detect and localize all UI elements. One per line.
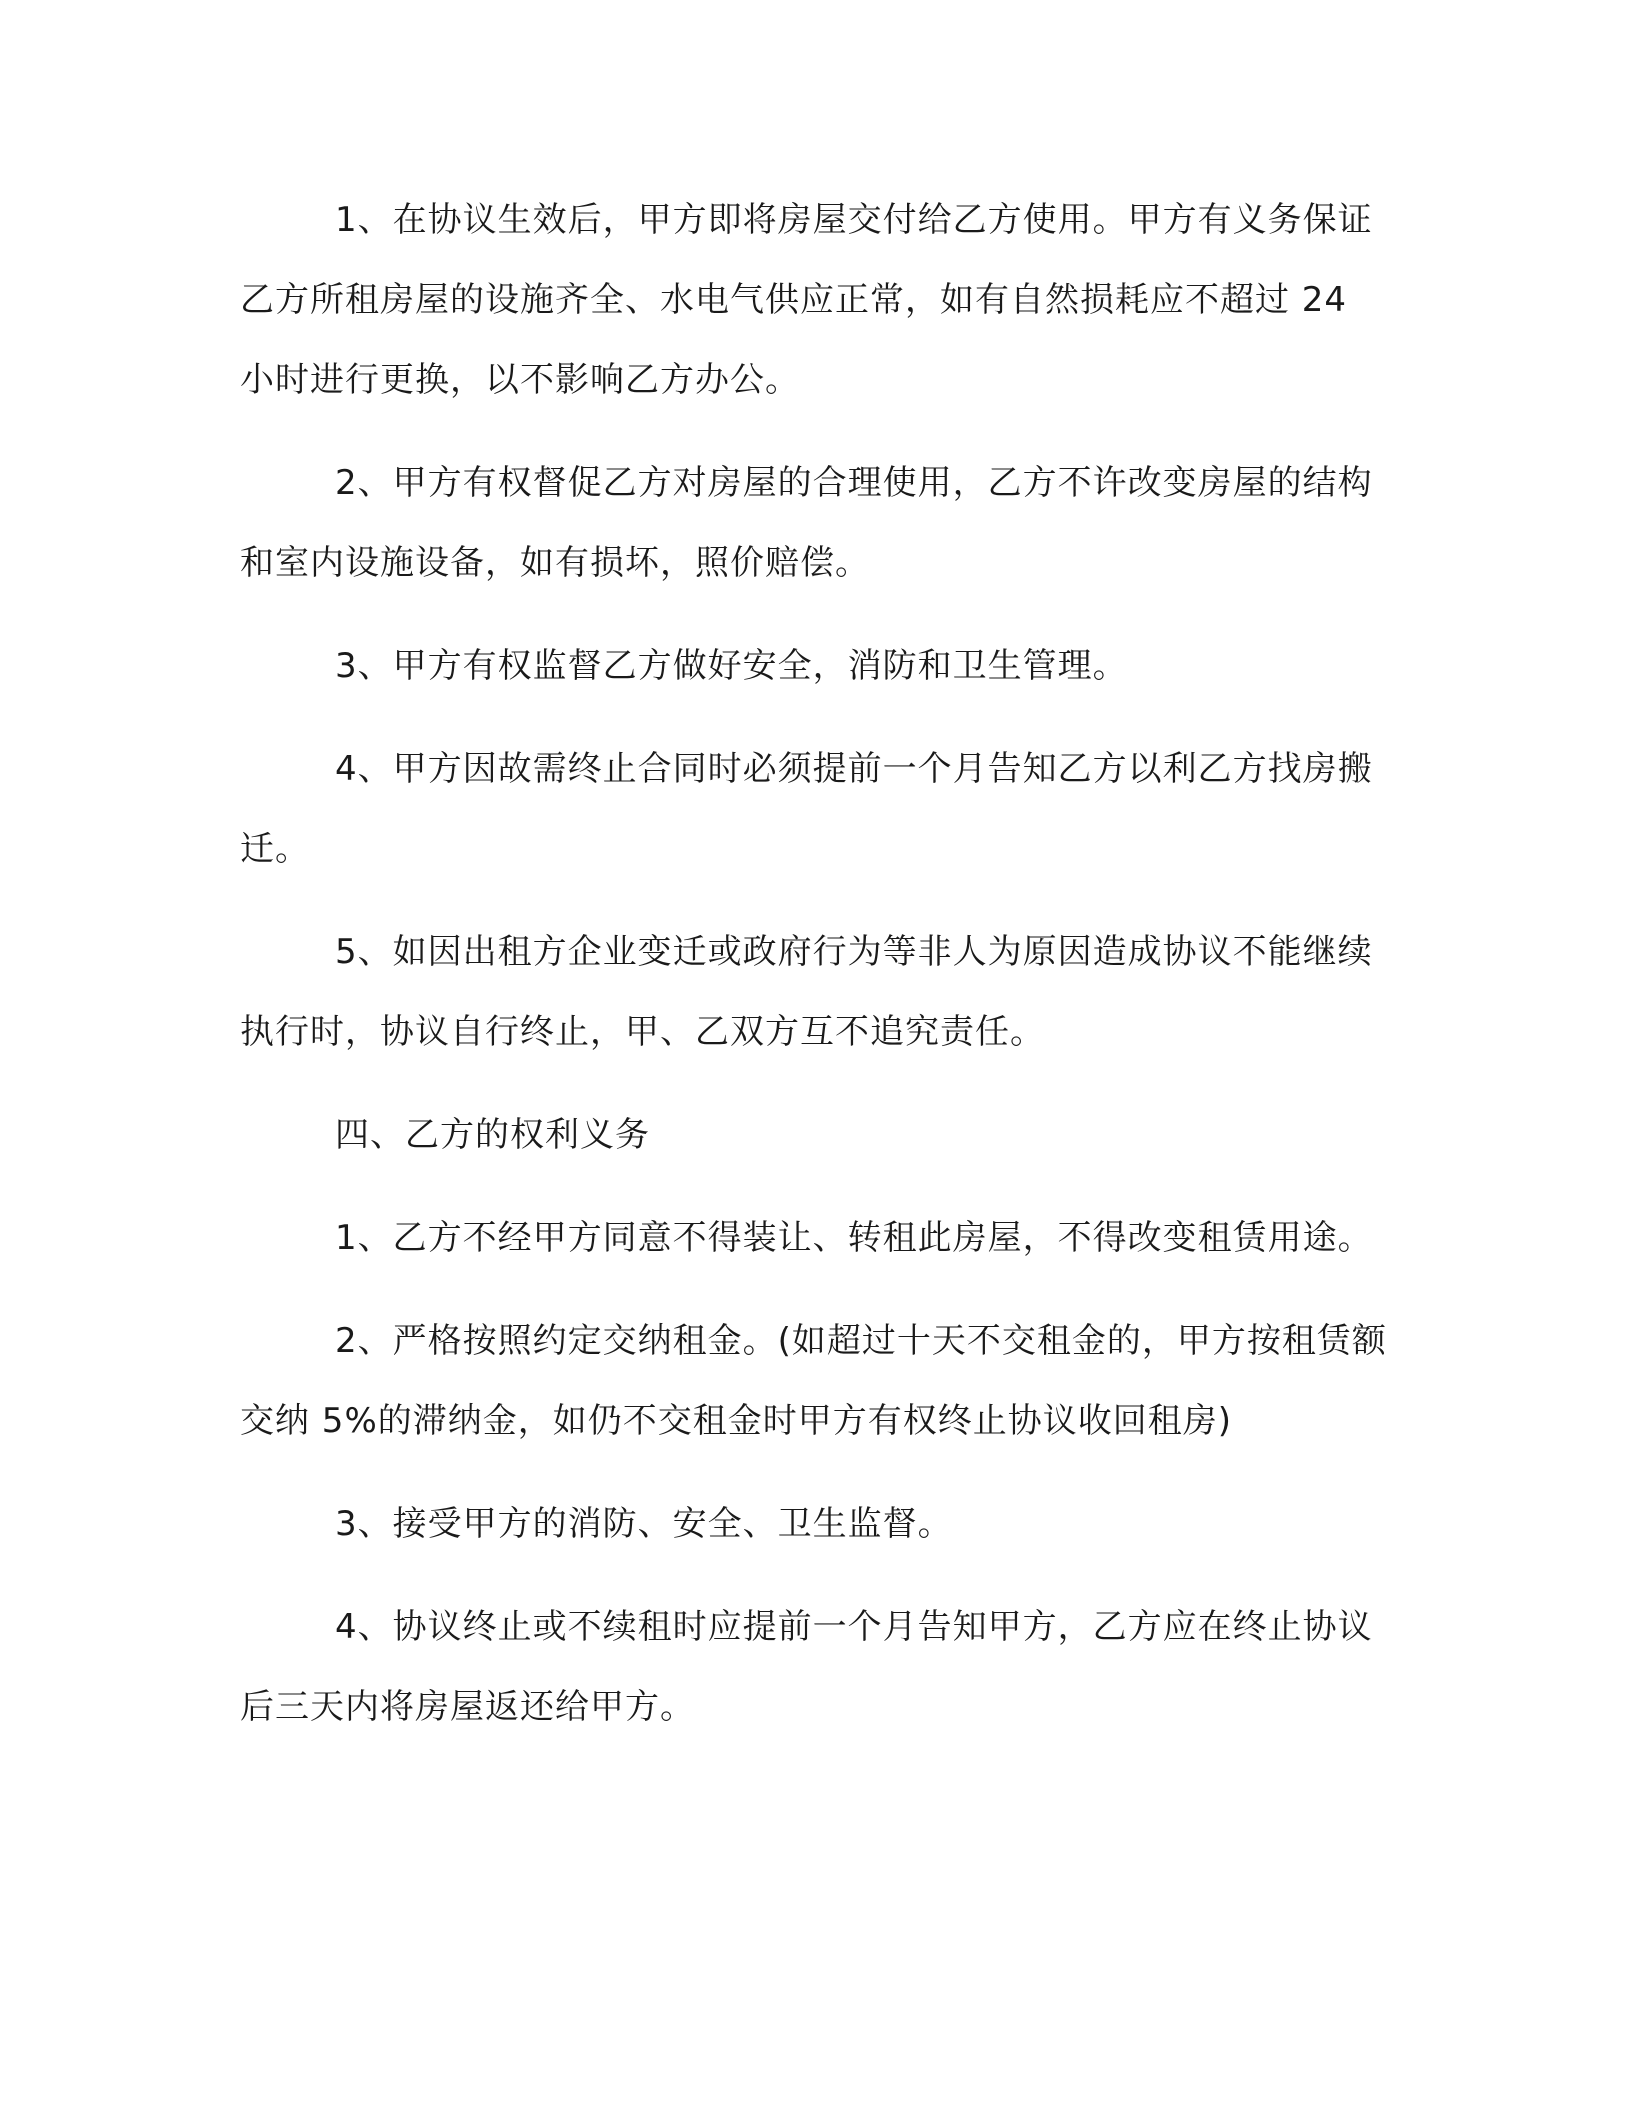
section-heading: 四、乙方的权利义务 bbox=[335, 1115, 650, 1155]
clause-paragraph: 1、乙方不经甲方同意不得装让、转租此房屋，不得改变租赁用途。 bbox=[335, 1218, 1373, 1258]
clause-paragraph: 2、严格按照约定交纳租金。(如超过十天不交租金的，甲方按租赁额交纳 5%的滞纳金，如仍不交租金时甲方有权终止协议收回租房) bbox=[240, 1321, 1387, 1441]
clause-paragraph: 4、协议终止或不续租时应提前一个月告知甲方，乙方应在终止协议后三天内将房屋返还给甲方。 bbox=[240, 1607, 1373, 1727]
clause-paragraph: 3、接受甲方的消防、安全、卫生监督。 bbox=[335, 1504, 953, 1544]
clause-paragraph: 3、甲方有权监督乙方做好安全，消防和卫生管理。 bbox=[335, 646, 1128, 686]
clause-paragraph: 5、如因出租方企业变迁或政府行为等非人为原因造成协议不能继续执行时，协议自行终止，甲、乙双方互不追究责任。 bbox=[240, 932, 1373, 1052]
clause-paragraph: 1、在协议生效后，甲方即将房屋交付给乙方使用。甲方有义务保证乙方所租房屋的设施齐全、水电气供应正常，如有自然损耗应不超过 24 小时进行更换，以不影响乙方办公。 bbox=[240, 200, 1373, 400]
clause-paragraph: 2、甲方有权督促乙方对房屋的合理使用，乙方不许改变房屋的结构和室内设施设备，如有损坏，照价赔偿。 bbox=[240, 463, 1373, 583]
document-body bbox=[240, 180, 1390, 1770]
clause-paragraph: 4、甲方因故需终止合同时必须提前一个月告知乙方以利乙方找房搬迁。 bbox=[240, 749, 1373, 869]
